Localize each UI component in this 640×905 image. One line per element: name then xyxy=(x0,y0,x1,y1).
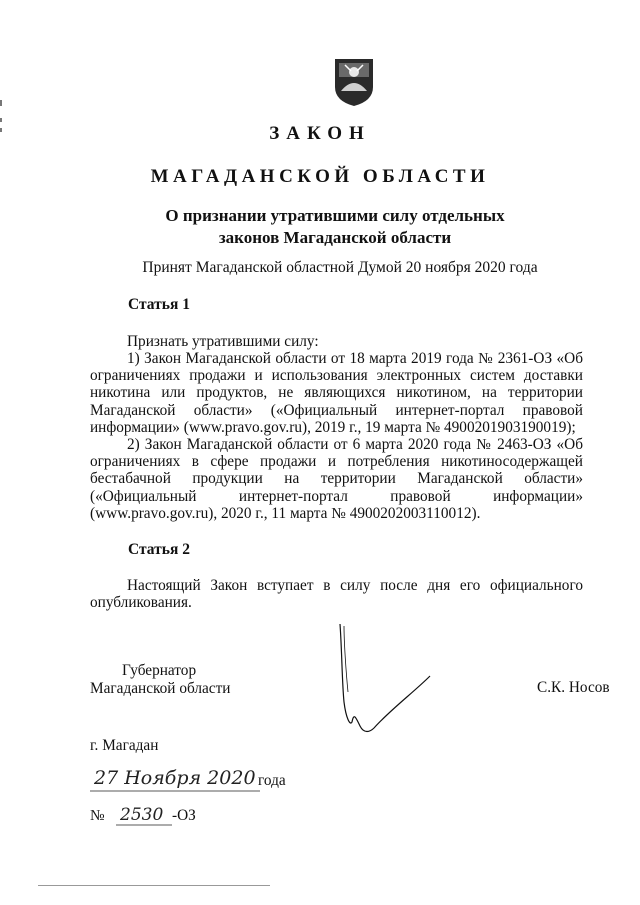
article2-heading: Статья 2 xyxy=(128,541,190,558)
city: г. Магадан xyxy=(90,737,159,754)
margin-mark xyxy=(0,118,2,122)
handwritten-number xyxy=(116,801,174,829)
article1-item2: 2) Закон Магаданской области от 6 марта 2020 года № 2463-ОЗ «Об ограничениях в сфере продажи и потребления никотиносодержащей бестабачной продукции на территории Магаданской области» («Официальный интернет-портал правовой информации» (www.pravo.gov.ru), 2020 г., 11 марта № 4900202003110012). xyxy=(90,436,583,522)
date-suffix: года xyxy=(258,772,286,789)
region-title: МАГАДАНСКОЙ ОБЛАСТИ xyxy=(150,166,490,187)
governor-name: С.К. Носов xyxy=(537,679,610,696)
governor-position-line1: Губернатор xyxy=(122,662,197,679)
coat-of-arms-emblem xyxy=(333,57,375,107)
article2-text: Настоящий Закон вступает в силу после дня его официального опубликования. xyxy=(90,577,583,612)
bottom-divider xyxy=(38,885,270,886)
number-suffix: -ОЗ xyxy=(172,807,196,824)
article1-heading: Статья 1 xyxy=(128,296,190,313)
document-type-title: ЗАКОН xyxy=(269,123,371,144)
handwritten-signature xyxy=(330,622,450,742)
adoption-statement: Принят Магаданской областной Думой 20 ноября 2020 года xyxy=(142,259,538,276)
law-subject-line2: законов Магаданской области xyxy=(218,228,452,247)
handwritten-number-text: 2530 xyxy=(120,805,164,825)
handwritten-date-text: 27 Ноября 2020 xyxy=(94,767,256,789)
margin-mark xyxy=(0,100,2,106)
article1-intro: Признать утратившими силу: xyxy=(127,333,319,350)
number-sign: № xyxy=(90,807,105,824)
law-subject xyxy=(100,205,570,249)
handwritten-date xyxy=(90,762,260,794)
article1-item1: 1) Закон Магаданской области от 18 марта 2019 года № 2361-ОЗ «Об ограничениях продажи и использования электронных систем доставки никотина или продуктов, не являющихся никотином, на территории Магаданской области» («Официальный интернет-портал правовой информации» (www.pravo.gov.ru), 2019 г., 19 марта № 4900201903190019); xyxy=(90,350,583,436)
law-subject-line1: О признании утратившими силу отдельных xyxy=(165,206,505,225)
governor-position-line2: Магаданской области xyxy=(90,680,231,697)
